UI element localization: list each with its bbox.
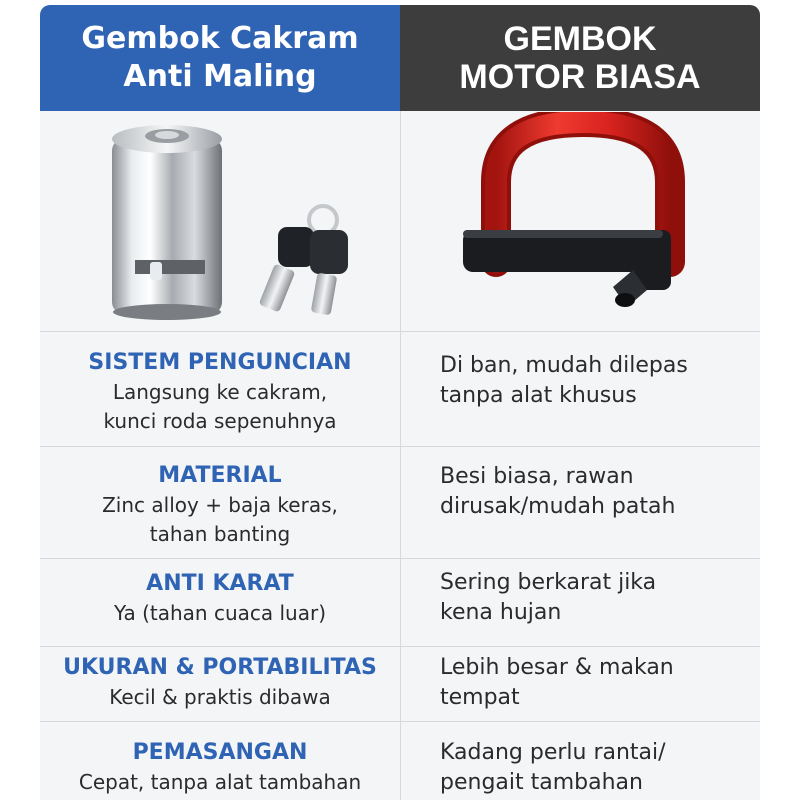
header-regular-lock-title: GEMBOK MOTOR BIASA	[459, 20, 701, 96]
regular-lock-value: Sering berkarat jika kena hujan	[440, 570, 657, 625]
regular-lock-cell	[400, 568, 760, 628]
feature-label: SISTEM PENGUNCIAN	[88, 350, 352, 375]
feature-label: ANTI KARAT	[146, 571, 294, 596]
disc-lock-value: Langsung ke cakram, kunci roda sepenuhnya	[103, 380, 337, 433]
regular-lock-cell	[400, 653, 760, 713]
disc-lock-image	[40, 112, 399, 331]
disc-lock-value: Cepat, tanpa alat tambahan	[78, 770, 362, 794]
disc-lock-value: Kecil & praktis dibawa	[109, 685, 331, 709]
row-divider	[40, 331, 760, 332]
regular-lock-cell	[400, 462, 760, 522]
regular-lock-value: Lebih besar & makan tempat	[440, 655, 674, 710]
u-lock-image	[401, 112, 760, 331]
feature-label: MATERIAL	[158, 463, 282, 488]
regular-lock-cell	[400, 738, 760, 798]
regular-lock-value: Di ban, mudah dilepas tanpa alat khusus	[440, 353, 688, 408]
comparison-table	[40, 5, 760, 800]
row-divider	[40, 446, 760, 447]
regular-lock-value: Kadang perlu rantai/ pengait tambahan	[440, 740, 666, 795]
feature-label: UKURAN & PORTABILITAS	[63, 655, 377, 680]
regular-lock-value: Besi biasa, rawan dirusak/mudah patah	[440, 464, 676, 519]
header-regular-lock	[400, 5, 760, 111]
disc-lock-cell	[40, 569, 400, 628]
disc-lock-value: Ya (tahan cuaca luar)	[114, 601, 326, 625]
header-disc-lock	[40, 5, 400, 111]
disc-lock-cell	[40, 348, 400, 436]
feature-label: PEMASANGAN	[132, 740, 308, 765]
header-disc-lock-title: Gembok Cakram Anti Maling	[81, 21, 359, 94]
row-divider	[40, 558, 760, 559]
row-divider	[40, 646, 760, 647]
regular-lock-cell	[400, 351, 760, 411]
disc-lock-cell	[40, 653, 400, 712]
row-divider	[40, 721, 760, 722]
disc-lock-cell	[40, 738, 400, 797]
disc-lock-cell	[40, 461, 400, 549]
disc-lock-value: Zinc alloy + baja keras, tahan banting	[102, 493, 338, 546]
